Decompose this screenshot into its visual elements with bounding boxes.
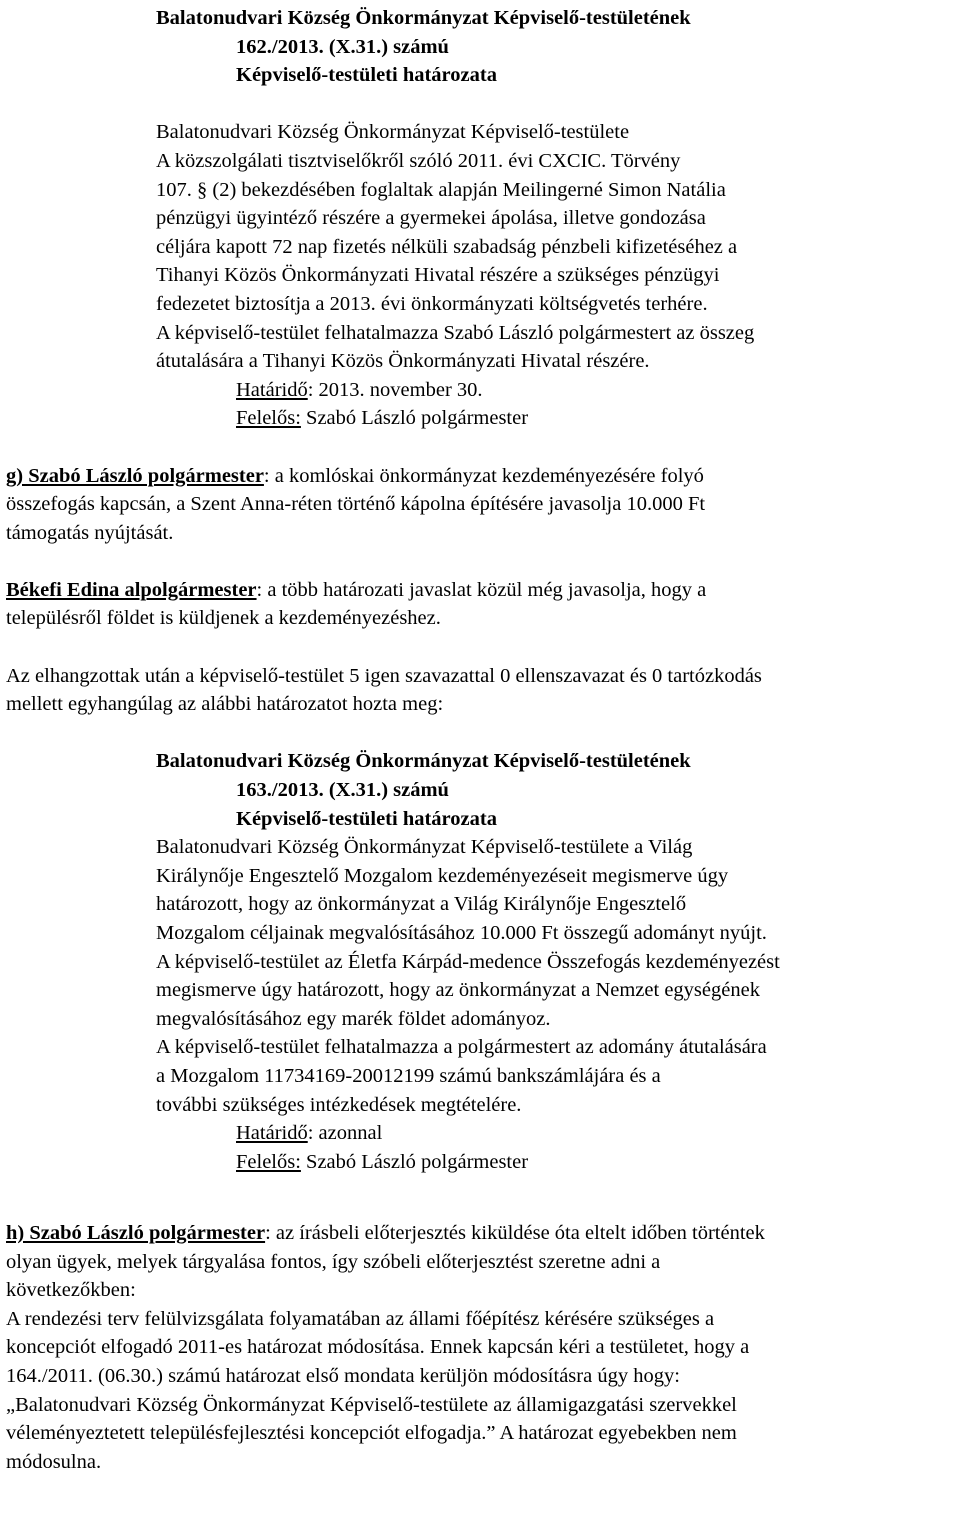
item-h-line: „Balatonudvari Község Önkormányzat Képviselő-testülete az államigazgatási szervekkel [6, 1393, 737, 1416]
item-h-line: módosulna. [6, 1450, 102, 1473]
item-g [6, 462, 956, 548]
resolution-162 [6, 4, 956, 433]
deadline-line [6, 1119, 956, 1148]
item-h-line: következőkben: [6, 1279, 136, 1302]
body-line: Balatonudvari Község Önkormányzat Képviselő-testülete [156, 121, 630, 144]
vote-paragraph [6, 662, 956, 719]
item-h-line: koncepciót elfogadó 2011-es határozat módosítása. Ennek kapcsán kéri a testületet, hogy a [6, 1336, 750, 1359]
resolution-162-heading [6, 4, 956, 90]
body-line: A képviselő-testület az Életfa Kárpád-medence Összefogás kezdeményezést [156, 950, 780, 973]
body-line: Tihanyi Közös Önkormányzati Hivatal részére a szükséges pénzügyi [156, 264, 720, 287]
body-line: Mozgalom céljainak megvalósításához 10.000 Ft összegű adományt nyújt. [156, 922, 767, 944]
item-h-text: : az írásbeli előterjesztés kiküldése óta eltelt időben történtek [265, 1221, 765, 1244]
bekefi-statement [6, 576, 956, 633]
item-h [6, 1219, 956, 1476]
body-line: pénzügyi ügyintéző részére a gyermekei ápolása, illetve gondozása [156, 207, 706, 230]
resolution-163 [6, 747, 956, 1176]
bekefi-line [6, 576, 956, 605]
document-page [6, 4, 956, 1476]
item-g-text: : a komlóskai önkormányzat kezdeményezésére folyó [263, 464, 704, 487]
bekefi-line: településről földet is küldjenek a kezdeményezéshez. [6, 607, 441, 630]
item-h-line: 164./2011. (06.30.) számú határozat első mondata kerüljön módosításra úgy hogy: [6, 1364, 680, 1387]
resolution-162-body [6, 118, 956, 375]
responsible-line [6, 404, 956, 433]
item-g-line: támogatás nyújtását. [6, 521, 174, 544]
responsible-label: Felelős: [236, 407, 301, 430]
body-line: Királynője Engesztelő Mozgalom kezdeményezéseit megismerve úgy [156, 864, 729, 887]
resolution-163-heading [6, 747, 956, 833]
body-line: Balatonudvari Község Önkormányzat Képviselő-testülete a Világ [156, 836, 693, 859]
body-line: határozott, hogy az önkormányzat a Világ Királynője Engesztelő [156, 893, 687, 916]
item-h-line: A rendezési terv felülvizsgálata folyamatában az állami főépítész kérésére szükséges a [6, 1307, 715, 1330]
deadline-line [6, 376, 956, 405]
item-h-label: h) Szabó László polgármester [6, 1221, 266, 1244]
responsible-label: Felelős: [236, 1150, 301, 1173]
body-line: céljára kapott 72 nap fizetés nélküli szabadság pénzbeli kifizetéséhez a [156, 235, 738, 258]
bekefi-label: Békefi Edina alpolgármester [6, 578, 257, 601]
body-line: A közszolgálati tisztviselőkről szóló 2011. évi CXCIC. Törvény [156, 149, 681, 172]
deadline-label: Határidő [236, 378, 308, 401]
item-h-line [6, 1219, 956, 1248]
item-h-line: véleményeztetett településfejlesztési koncepciót elfogadja.” A határozat egyebekben nem [6, 1422, 737, 1445]
body-line: A képviselő-testület felhatalmazza Szabó László polgármestert az összeg [156, 321, 755, 344]
resolution-163-body [6, 833, 956, 1119]
item-g-line: összefogás kapcsán, a Szent Anna-réten történő kápolna építésére javasolja 10.000 Ft [6, 493, 706, 516]
heading-line: Balatonudvari Község Önkormányzat Képviselő-testületének [156, 750, 691, 773]
body-line: a Mozgalom 11734169-20012199 számú bankszámlájára és a [156, 1064, 661, 1087]
responsible-value: Szabó László polgármester [300, 1150, 529, 1173]
body-line: fedezetet biztosítja a 2013. évi önkormányzati költségvetés terhére. [156, 292, 708, 315]
body-line: további szükséges intézkedések megtételére. [156, 1093, 522, 1116]
body-line: megvalósításához egy marék földet adományoz. [156, 1007, 551, 1030]
vote-line: mellett egyhangúlag az alábbi határozatot hozta meg: [6, 693, 444, 716]
heading-line: Képviselő-testületi határozata [236, 807, 497, 830]
responsible-line [6, 1148, 956, 1177]
heading-line: Balatonudvari Község Önkormányzat Képviselő-testületének [156, 7, 691, 29]
item-g-label: g) Szabó László polgármester [6, 464, 264, 487]
deadline-label: Határidő [236, 1122, 308, 1145]
body-line: átutalására a Tihanyi Közös Önkormányzati Hivatal részére. [156, 350, 650, 373]
heading-line: 163./2013. (X.31.) számú [236, 779, 449, 802]
item-g-line [6, 462, 956, 491]
responsible-value: Szabó László polgármester [300, 407, 529, 430]
deadline-value: : azonnal [307, 1122, 383, 1145]
body-line: A képviselő-testület felhatalmazza a polgármestert az adomány átutalására [156, 1036, 767, 1059]
deadline-value: : 2013. november 30. [307, 378, 483, 401]
heading-line: 162./2013. (X.31.) számú [236, 35, 449, 58]
body-line: 107. § (2) bekezdésében foglaltak alapján Meilingerné Simon Natália [156, 178, 726, 201]
bekefi-text: : a több határozati javaslat közül még javasolja, hogy a [256, 578, 707, 601]
body-line: megismerve úgy határozott, hogy az önkormányzat a Nemzet egységének [156, 979, 760, 1002]
vote-line: Az elhangzottak után a képviselő-testület 5 igen szavazattal 0 ellenszavazat és 0 tartózkodás [6, 664, 762, 687]
item-h-line: olyan ügyek, melyek tárgyalása fontos, így szóbeli előterjesztést szeretne adni a [6, 1250, 661, 1273]
heading-line: Képviselő-testületi határozata [236, 64, 497, 87]
